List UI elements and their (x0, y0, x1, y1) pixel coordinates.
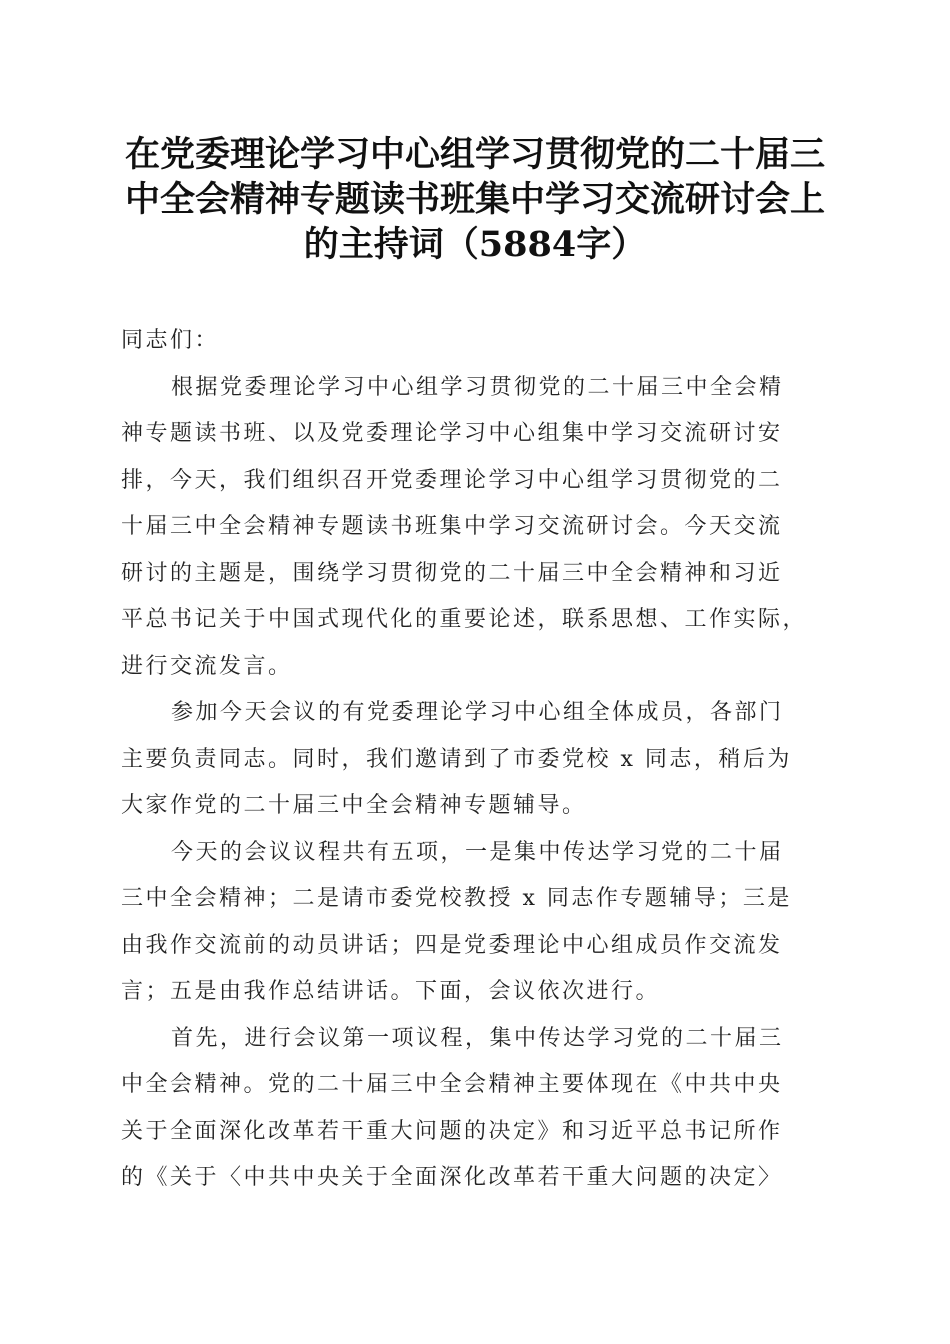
paragraph-intro (121, 365, 833, 691)
title-line: 在党委理论学习中心组学习贯彻党的二十届三 (124, 134, 825, 175)
salutation-text: 同志们： (121, 328, 220, 353)
paragraph-line: 首先，进行会议第一项议程，集中传达学习党的二十届三 (171, 1025, 784, 1051)
paragraph-line: 十届三中全会精神专题读书班集中学习交流研讨会。今天交流 (121, 514, 783, 539)
title-line: 的主持词（5884字） (303, 224, 647, 265)
paragraph-line: 的《关于〈中共中央关于全面深化改革若干重大问题的决定〉 (121, 1165, 783, 1190)
paragraph-line: 主要负责同志。同时，我们邀请到了市委党校 x 同志，稍后为 (121, 746, 792, 772)
paragraph-line: 平总书记关于中国式现代化的重要论述，联系思想、工作实际， (121, 607, 808, 632)
paragraph-line: 排，今天，我们组织召开党委理论学习中心组学习贯彻党的二 (121, 467, 783, 493)
paragraph-line: 进行交流发言。 (121, 653, 293, 679)
paragraph-line: 关于全面深化改革若干重大问题的决定》和习近平总书记所作 (121, 1118, 783, 1144)
paragraph-line: 由我作交流前的动员讲话；四是党委理论中心组成员作交流发 (121, 932, 783, 958)
document-title (100, 132, 850, 267)
paragraph-line: 研讨的主题是，围绕学习贯彻党的二十届三中全会精神和习近 (121, 560, 783, 586)
paragraph-line: 神专题读书班、以及党委理论学习中心组集中学习交流研讨安 (121, 421, 783, 446)
document-body (121, 318, 833, 1202)
paragraph-agenda (121, 830, 833, 1016)
paragraph-line: 参加今天会议的有党委理论学习中心组全体成员，各部门 (171, 700, 784, 725)
paragraph-line: 今天的会议议程共有五项，一是集中传达学习党的二十届 (171, 839, 784, 865)
paragraph-line: 大家作党的二十届三中全会精神专题辅导。 (121, 793, 587, 818)
salutation (121, 318, 833, 365)
paragraph-line: 三中全会精神；二是请市委党校教授 x 同志作专题辅导；三是 (121, 886, 792, 911)
paragraph-line: 根据党委理论学习中心组学习贯彻党的二十届三中全会精 (171, 374, 784, 400)
paragraph-line: 言；五是由我作总结讲话。下面，会议依次进行。 (121, 979, 661, 1004)
paragraph-first-item (121, 1016, 833, 1202)
paragraph-line: 中全会精神。党的二十届三中全会精神主要体现在《中共中央 (121, 1072, 783, 1097)
paragraph-attendees (121, 690, 833, 830)
title-line: 中全会精神专题读书班集中学习交流研讨会上 (124, 179, 825, 220)
